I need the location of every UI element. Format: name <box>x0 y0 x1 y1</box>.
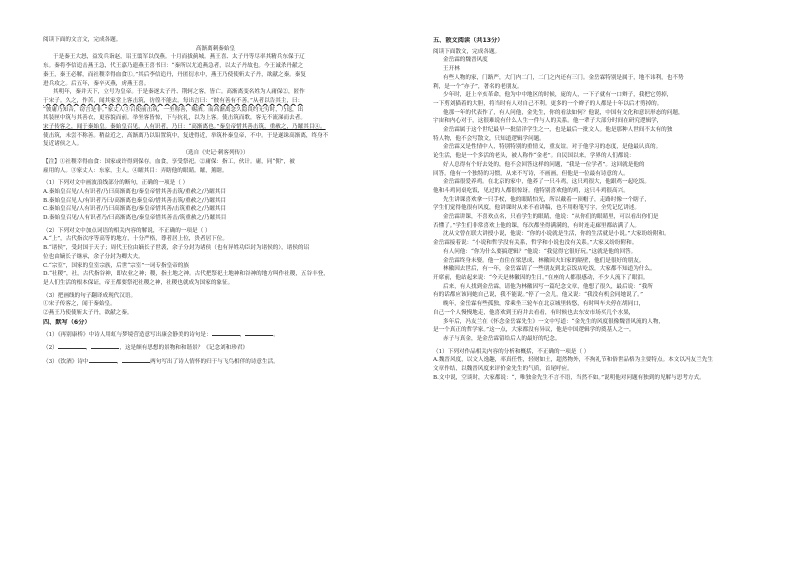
passage-line: 东。秦将李信追击燕王急，代王嘉乃遗燕王喜书曰：“秦所以尤追燕急者，以太子丹故也。今王诚杀丹献之 <box>43 63 304 70</box>
essay-line: 金岳霖属于这个世纪最早一批留洋学生之一，也是最后一批文人。他是那种人世间不太有的独 <box>443 127 673 134</box>
question-2-option-b[interactable]: B.“诸侯”，受封国于天子；周代王位由嫡长子世袭，余子分封为诸侯（也有异姓功臣封为诸侯的），诸侯的诏 <box>43 245 310 252</box>
question-2-stem: （2）下列对文中加点词语的相关内容的解说，不正确的一项是（ ） <box>43 227 211 234</box>
passage-title: 高渐离刺秦始皇 <box>195 45 236 52</box>
essay-line: 开席前，他站起来说：“今天是林徽因的生日。”在座的人都很感动，不少人流下了眼泪。 <box>433 274 649 281</box>
intro-line: 阅读下面的文言文，完成各题。 <box>43 37 122 43</box>
question-1-option-d[interactable]: D.秦始皇召见/人有识者乃/曰高渐离也/秦皇帝惜其善击/筑重赦之/乃矐其目 <box>43 215 227 222</box>
essay-line: 有些人物的家，门路严，大门内二门，二门之内还有三门。金岳霖特别是属于，地不讳利，也不势 <box>443 74 684 81</box>
essay-line: 好人总得有个好去处的，他不会回答这样的问题，“我是一位学者”。这回就是他的 <box>443 161 645 168</box>
question-3-item: ②燕王乃使使斩太子丹，欲献之秦。 <box>43 310 133 317</box>
question-2-option-b-cont: 位也由嫡长子继承，余子分封为卿大夫。 <box>43 253 144 260</box>
essay-line: 赤子与真金，是金岳霖留给后人的最好的纪念。 <box>443 335 561 342</box>
answer-blank[interactable] <box>122 357 150 363</box>
answer-blank[interactable] <box>212 330 240 336</box>
question-2-option-c[interactable]: C.“宗室”，国家的皇室宗族，后世“宗室”一词专指皇帝的族 <box>43 262 189 269</box>
passage-line: 进兵攻之。后五年，秦卒灭燕，虏燕王喜。 <box>43 80 150 87</box>
question-2-option-d-cont: 是人们生活的根本保证，帝王都要祭祀社稷之神，社稷也就成为国家的象征。 <box>43 279 234 286</box>
passage-line: 于是秦王大怒，益发兵诣赵，诏王翦军以伐燕。十月而拔蓟城。燕王喜、太子丹等尽率其精兵东保于辽 <box>53 54 305 61</box>
essay-line: 先生讲课喜欢拿一只手杖，他的眼睛怕光，所以戴着一顶帽子，走路时像一个瞎子， <box>443 196 650 203</box>
question-2-option-a[interactable]: A.“上”，古代指次序等高等的地方，十分严格，尊者居上位，贵者居下位。 <box>43 236 228 243</box>
passage-line: 使击筑，未尝不称善。稍益近之，高渐离乃以铅置筑中，复进得近，举筑朴秦皇帝，不中。于是遂诛高渐离，终身不 <box>43 132 329 139</box>
question-2-option-d[interactable]: D.“社稷”，社，古代指谷神，即农业之神；稷，指土地之神。古代把祭祀土地神和谷神的地方叫作社稷，五谷丰登， <box>43 271 329 278</box>
notes-line: 【注】①社稷幸得血食：国家或许得到保存。血食，享受祭祀。②庸保：指工，伙计。庸，同“佣”，被 <box>43 158 295 165</box>
answer-blank[interactable] <box>58 343 86 349</box>
answer-blank[interactable] <box>91 343 119 349</box>
essay-question-1-option-b[interactable]: B.文中说，空谈时，大家都说：“，唯独金先生不言不语，当然不如。”说明他对问题有独到的见解与思考方式。 <box>433 374 705 381</box>
essay-line: 晚年，金岳霖有些孤独，常乘坐三轮车在北京城里转悠，有时叫车夫停在胡同口， <box>443 301 645 308</box>
essay-line: 他那一年的代表作了，有人问他，金先生，你的看法如何？他说，中国有文化和意识形态的问题， <box>443 109 684 116</box>
passage-line: 于宋子。久之，作苦，闻其家堂上客击筑，彷徨不能去。每出言曰：“彼有善有不善。”从者以告其主，曰： <box>43 97 304 104</box>
passage-line: 宋子传客之，闻于秦始皇。秦始皇召见，人有识者，乃曰：“高渐离也。”秦皇帝惜其善击筑，重赦之，乃矐其目④。 <box>43 124 326 131</box>
passage-line: 复近诸侯之人。 <box>43 141 83 148</box>
answer-blank[interactable] <box>89 357 117 363</box>
fill-item-1: （1）《再别康桥》中诗人用虹与梦境营造意写出康会静美的诗句是： ， 。 <box>43 331 279 338</box>
fill-item-2: （2） ， ，这是颇有思想的景物和和谐景？《记念刘和珍君》 <box>43 345 249 352</box>
essay-question-1-stem: （1）下列对作品相关内容的分析和概括，不正确的一项是（ ） <box>433 348 590 355</box>
essay-line: 学生们觉得他很有风度，他讲课时从来不看讲稿，也不用粉笔写字，全凭记忆讲述。 <box>433 205 640 212</box>
answer-blank[interactable] <box>245 330 273 336</box>
passage-line: 其明年，秦并天下，立号为皇帝。于是秦逐太子丹、荆轲之客，皆亡。高渐离变名姓为人庸保②，匿作 <box>53 89 305 96</box>
essay-line: 少年时，赶上辛亥革命，他为中中地区的时候，庞的人，一下子就有一口辫子，我把它剪掉， <box>443 92 673 99</box>
essay-line: 金岳霖讲课，不喜欢点名，只看学生的眼睛，他说：“从你们的眼睛里，可以看出你们是 <box>443 214 659 221</box>
essay-line: 金岳霖又是性情中人，特别特别的重情义，重友谊。对于他学习的态度，是他最认真的。 <box>443 144 662 151</box>
essay-line: 他和斗鸡同桌吃饭，见过的人都很惊讶。他特别喜欢他的鸡，这只斗鸡很高兴。 <box>433 187 629 194</box>
essay-line: 金岳霖接着说：“小说和哲学没有关系，哲学和小说也没有关系。”大家又纷纷附和。 <box>433 240 638 247</box>
essay-line: 特人物，他不会写散文，只知道逻辑学问题。 <box>433 135 545 142</box>
essay-line: 是一个真正的哲学家。”这一点，大家都没有异议，他是中国逻辑学的奠基人之一。 <box>433 327 635 334</box>
essay-line: 否懂了。”学生们非常喜欢上他的课，每次都坐得满满的，有时连走廊里都站满了人。 <box>433 222 641 229</box>
essay-line: 一下剪刘猫着的大胆，将当时有人对自己不利。更多的一个辫子的人都是十年以后才剪掉的。 <box>433 100 663 107</box>
essay-question-1-option-a-cont: 文章作结，以魏晋风度来评价金先生的气质，首尾呼应。 <box>433 366 573 373</box>
source-line: （选自《史记·刺客列传》） <box>182 150 249 157</box>
essay-line: 宇宙和内心对于，这很难说有什么人生一件与人的关系。他一辈子大部分时间在研究逻辑学， <box>433 118 663 125</box>
essay-line: 后来，有人找到金岳霖，请他为林徽因写一篇纪念文章，他想了很久，最后说：“我所 <box>443 283 653 290</box>
essay-line: 金岳霖终身未娶。他一直住在梁思成、林徽因夫妇家的隔壁，他们是很好的朋友。 <box>443 257 645 264</box>
question-3-stem: （3）把画线的句子翻译成现代汉语。 <box>43 292 137 299</box>
passage-line: 其装匣中筑与其善衣，更容貌而前。举坐客皆惊，下与抗礼，以为上客。使击筑而歌，客无不流涕而去者。 <box>43 115 306 122</box>
essay-line: 论生活，他是一个多活的老头，被人称作“金老”。自民国以来，学界的人们都说： <box>433 153 635 160</box>
essay-title: 金岳霖的魏晋风度 <box>443 57 488 64</box>
notes-line: 雇用的人。③家丈人：东家，主人。④矐其目：弄瞎他的眼睛。矐，薰瞎。 <box>43 167 228 174</box>
question-3-item: ①宋子传客之，闻于秦始皇。 <box>43 301 116 308</box>
right-column <box>433 36 778 382</box>
section-heading-five: 五、散文阅读（共13分） <box>433 37 504 44</box>
intro-line: 阅读下面散文，完成各题。 <box>433 48 501 55</box>
essay-line: 回答。他有一个独特的习惯，从来不写诗，不画画，但他是一位最有诗意的人。 <box>433 170 629 177</box>
essay-line: 自己一个人慢慢地走，他喜欢到王府井去看看，有时候也去东安市场买几个水果， <box>433 309 635 316</box>
essay-line: 有人问他：“你为什么要搞逻辑？”他说：“我觉得它很好玩。”这就是他的回答。 <box>443 248 637 255</box>
essay-question-1-option-a[interactable]: A.魏晋风度，以文人逸趣，率真任性，轻财如土，超然物外，不拘礼节和俗世品格为主要特点。本文以冯友兰先生 <box>433 357 713 364</box>
essay-line: 金岳霖很爱养鸡。在北京的家中，他养了一只斗鸡，这只鸡很大，他跟鸡一起吃饭。 <box>443 179 650 186</box>
question-1-option-a[interactable]: A.秦始皇召见/人有识者/乃曰高渐离也/秦皇帝惜其善击筑/重赦之/乃矐其目 <box>43 188 227 195</box>
section-heading-four: 四、默写（6分） <box>43 318 91 326</box>
fill-item-3: （3）《饮酒》诗中 ， 两句写出了诗人情怀的归于与飞鸟相伴的诗意生活。 <box>43 358 279 365</box>
essay-line: 林徽因去世后，有一年，金岳霖请了一些朋友到北京饭店吃饭，大家都不知道为什么。 <box>443 266 656 273</box>
essay-line: 沈从文曾在联大讲授小说，他说：“你的小说就是生活，你的生活就是小说。”大家纷纷附和。 <box>443 231 670 238</box>
essay-line: 利，是一个“亦子”，著名的老朋友。 <box>433 83 523 90</box>
passage-line: “彼庸乃知音，窃言是非。”家丈人③召使前击筑，一坐称善，赐酒。而高渐离念久隐畏约无穷时，乃退，出 <box>43 106 304 113</box>
question-1-option-b[interactable]: B.秦始皇召见人/有识者乃曰/高渐离也秦皇帝/惜其善击筑/重赦之/乃矐其目 <box>43 197 227 204</box>
essay-line: 有的话都应该同她自己说，我不能说。”停了一会儿，他又说：“我没有机会同她说了。” <box>433 292 643 299</box>
passage-line: 秦王，秦王必解，而社稷幸得血食①。”其后李信追丹，丹匿衍水中，燕王乃使使斩太子丹，欲献之秦。秦复 <box>43 71 306 78</box>
essay-body <box>433 74 778 344</box>
essay-line: 多年后，冯友兰在《怀念金岳霖先生》一文中写道：“金先生的风度很像魏晋风流的人物， <box>443 318 665 325</box>
question-1-option-c[interactable]: C.秦始皇召见/人有识者/乃曰高渐离也/秦皇帝惜其善/击筑重赦之/乃矐其目 <box>43 206 227 213</box>
essay-author: 王开林 <box>443 66 460 73</box>
question-1-stem: （1）下列对文中画波浪线部分的断句，正确的一项是（ ） <box>43 180 189 187</box>
left-column <box>43 36 388 367</box>
